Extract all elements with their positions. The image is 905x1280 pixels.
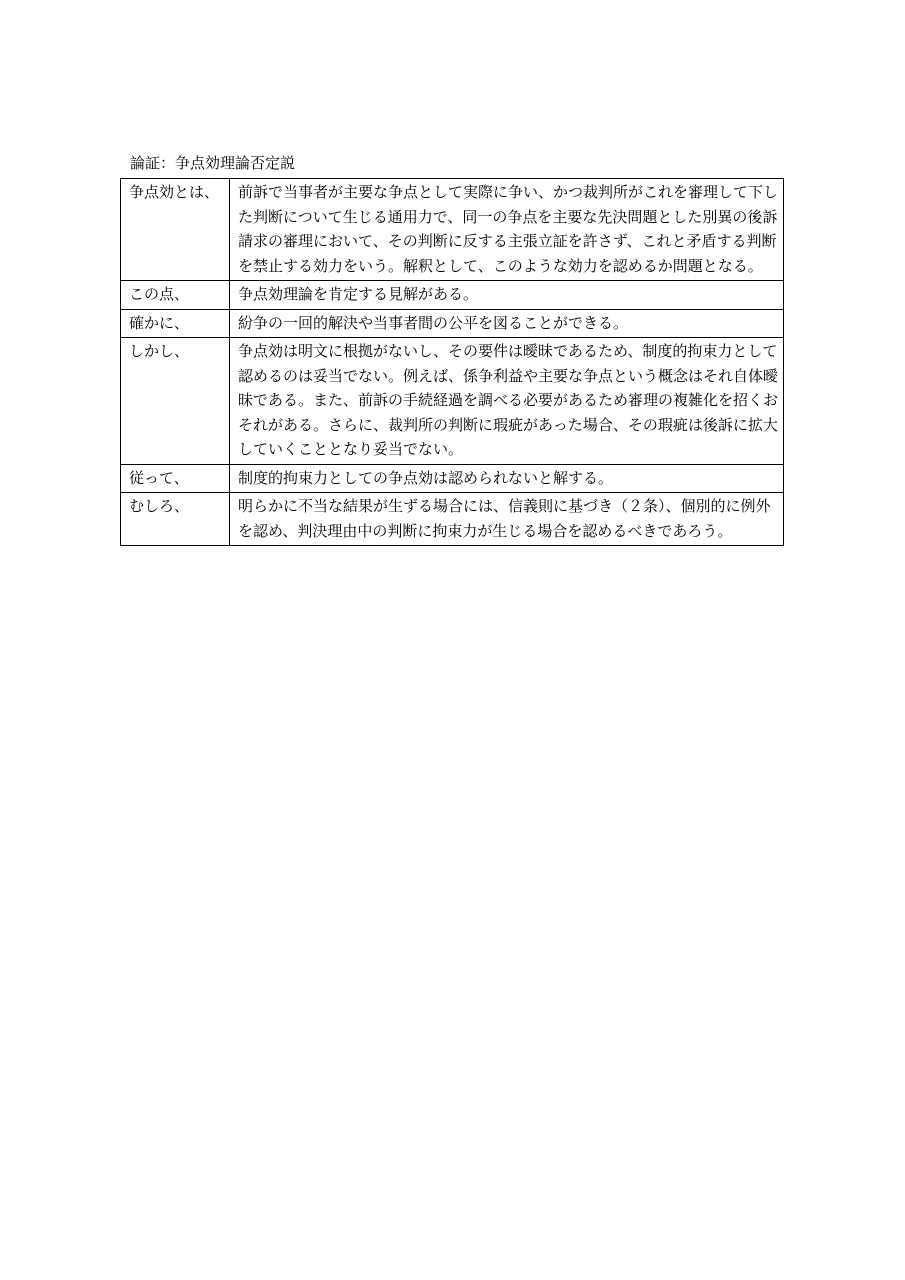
table-row xyxy=(121,338,784,465)
table-row xyxy=(121,493,784,546)
document-title: 論証：争点効理論否定説 xyxy=(130,154,296,172)
row-text: 制度的拘束力としての争点効は認められないと解する。 xyxy=(230,464,784,493)
table-row xyxy=(121,309,784,338)
row-text: 紛争の一回的解決や当事者間の公平を図ることができる。 xyxy=(230,309,784,338)
table-row xyxy=(121,464,784,493)
table-row xyxy=(121,179,784,281)
row-term: 争点効とは、 xyxy=(121,179,230,281)
row-text: 明らかに不当な結果が生ずる場合には、信義則に基づき（２条）、個別的に例外を認め、判決理由中の判断に拘束力が生じる場合を認めるべきであろう。 xyxy=(230,493,784,546)
row-term: 確かに、 xyxy=(121,309,230,338)
row-text: 前訴で当事者が主要な争点として実際に争い、かつ裁判所がこれを審理して下した判断について生じる通用力で、同一の争点を主要な先決問題とした別異の後訴請求の審理において、その判断に反する主張立証を許さず、これと矛盾する判断を禁止する効力をいう。解釈として、このような効力を認めるか問題となる。 xyxy=(230,179,784,281)
argument-table xyxy=(120,178,784,546)
row-term: むしろ、 xyxy=(121,493,230,546)
row-text: 争点効理論を肯定する見解がある。 xyxy=(230,281,784,310)
row-term: しかし、 xyxy=(121,338,230,465)
row-text: 争点効は明文に根拠がないし、その要件は曖昧であるため、制度的拘束力として認めるのは妥当でない。例えば、係争利益や主要な争点という概念はそれ自体曖昧である。また、前訴の手続経過を調べる必要があるため審理の複雑化を招くおそれがある。さらに、裁判所の判断に瑕疵があった場合、その瑕疵は後訴に拡大していくこととなり妥当でない。 xyxy=(230,338,784,465)
row-term: 従って、 xyxy=(121,464,230,493)
row-term: この点、 xyxy=(121,281,230,310)
table-row xyxy=(121,281,784,310)
